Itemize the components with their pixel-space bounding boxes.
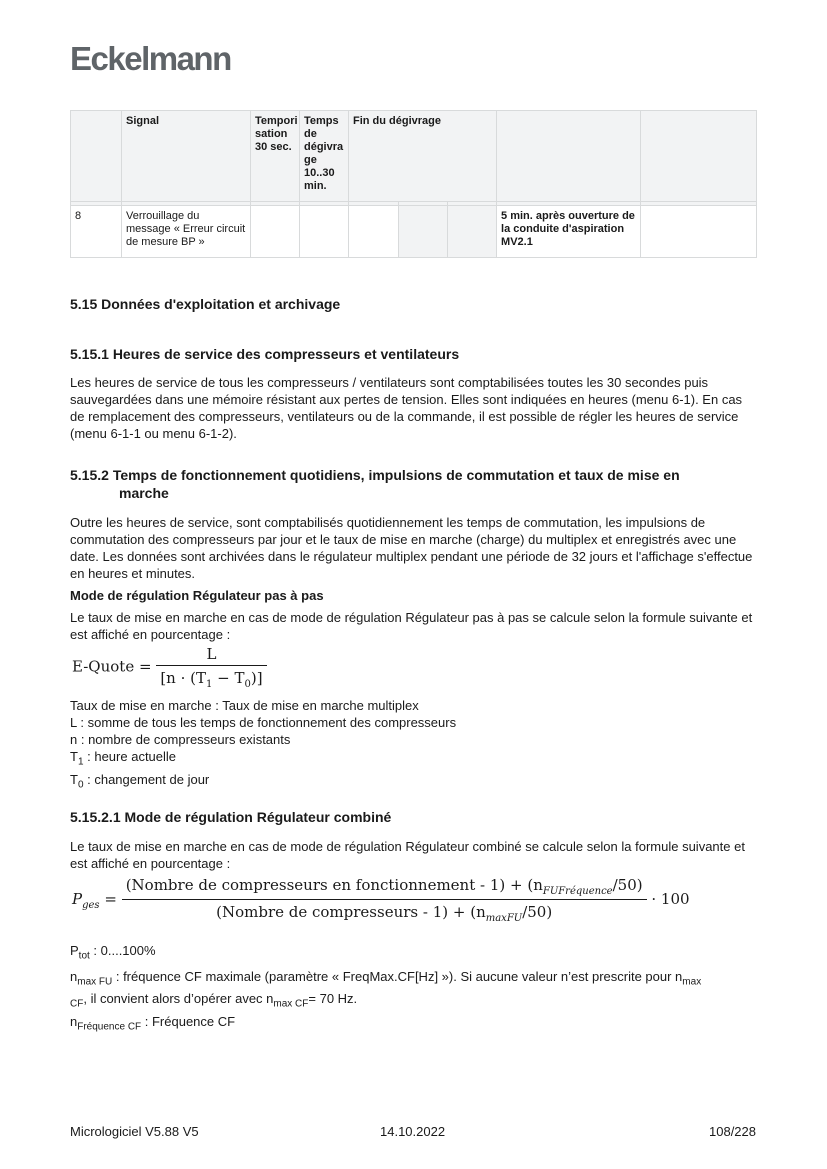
paragraph-daily-times: Outre les heures de service, sont comptabilisés quotidiennement les temps de commutation, les impulsions de commutation des compresseurs par jour et le taux de mise en marche (charge) du multiplex et enregistrés avec une date. Les données sont archivées dans le régulateur multiplex pendant une période de 32 jours et l'affichage s'effectue en heures et minutes.	[70, 515, 753, 581]
header-cell: Tempori sation 30 sec.	[251, 111, 300, 202]
footer-page-number: 108/228	[709, 1124, 756, 1139]
row-result: 5 min. après ouverture de la conduite d'aspiration MV2.1	[497, 206, 641, 258]
paragraph-service-hours: Les heures de service de tous les compresseurs / ventilateurs sont comptabilisées toutes les 30 secondes puis sauvegardées dans une mémoire résistant aux pertes de tension. Elles sont indiquées en heures (menu 6-1). En cas de remplacement des compresseurs, ventilateurs ou de la commande, il est possible de régler les heures de service (menu 6-1-1 ou menu 6-1-2).	[70, 375, 743, 441]
section-title-5-15-2: 5.15.2 Temps de fonctionnement quotidiens, impulsions de commutation et taux de mise en marche	[70, 467, 680, 501]
header-cell: Temps de dégivra ge 10..30 min.	[300, 111, 349, 202]
section-title-5-15-1: 5.15.1 Heures de service des compresseurs et ventilateurs	[70, 346, 460, 362]
row-signal: Verrouillage du message « Erreur circuit de mesure BP »	[122, 206, 251, 258]
header-cell	[71, 111, 122, 202]
definitions-list: Taux de mise en marche : Taux de mise en marche multiplex L : somme de tous les temps de fonctionnement des compresseurs n : nombre de compresseurs existants $T_1$ : heure actuelle $T_0$ : changement de jour	[70, 698, 457, 791]
paragraph-combined-intro: Le taux de mise en marche en cas de mode de régulation Régulateur combiné se calcule selon la formule suivante et est affiché en pourcentage :	[70, 839, 745, 871]
subheading-step-mode: Mode de régulation Régulateur pas à pas	[70, 588, 324, 603]
formula-e-quote: E-Quote = $\frac{L}{[n \cdot (T_1 - T_0)]}$	[72, 645, 267, 690]
formula-p-ges: $P_{ges}$ = (Nombre de compresseurs en fonctionnement - $1) + (n_{FUFréquence}/50)$ (Nombre de compresseurs - $1) + (n_{maxFU}/50)$ · 100	[72, 876, 690, 924]
header-cell	[641, 111, 757, 202]
header-cell: Fin du dégivrage	[349, 111, 497, 202]
footer-firmware: Micrologiciel V5.88 V5	[70, 1124, 199, 1139]
table-row	[71, 206, 757, 258]
table-header-row	[71, 111, 757, 202]
section-title-5-15-2-1: 5.15.2.1 Mode de régulation Régulateur combiné	[70, 809, 392, 825]
header-cell	[497, 111, 641, 202]
section-title-5-15: 5.15 Données d'exploitation et archivage	[70, 296, 341, 312]
signal-table	[70, 110, 757, 258]
eckelmann-logo: Eckelmann	[70, 40, 231, 77]
paragraph-step-intro: Le taux de mise en marche en cas de mode de régulation Régulateur pas à pas se calcule selon la formule suivante et est affiché en pourcentage :	[70, 610, 753, 642]
row-number: 8	[71, 206, 122, 258]
header-cell: Signal	[122, 111, 251, 202]
footer-date: 14.10.2022	[380, 1124, 446, 1139]
combined-definitions: $P_{tot}$ : 0....100% $n_{max FU}$ : fréquence CF maximale (paramètre « FreqMax.CF[Hz] »). Si aucune valeur n’est prescrite pour $n_{max}$ $_{CF}$, il convient alors d’opérer avec $n_{max CF}= 70$ Hz. $n_{Fréquence CF}$ : Fréquence CF	[70, 943, 702, 1033]
